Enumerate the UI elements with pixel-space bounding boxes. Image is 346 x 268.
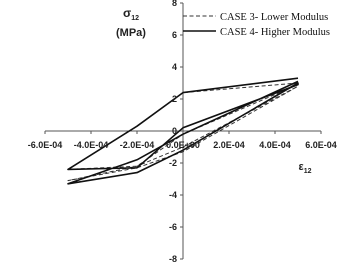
x-tick-label: 2.0E-04 [213,140,245,150]
y-axis-unit: (MPa) [116,27,146,39]
y-tick-label: 8 [171,0,177,8]
x-tick-label: 0.0E+00 [166,140,200,150]
x-tick-label: -4.0E-04 [73,140,109,150]
y-axis-subscript: 12 [131,15,140,22]
y-axis-title [116,6,146,39]
x-tick-label: 4.0E-04 [259,140,291,150]
y-tick-label: -6 [168,222,177,232]
y-axis-symbol: σ [122,6,132,20]
x-axis-title [298,161,311,175]
legend [183,12,330,38]
x-tick-label: -2.0E-04 [119,140,155,150]
y-tick-label: 6 [171,30,177,40]
y-tick-label: -8 [168,254,177,264]
tick-labels [28,0,337,264]
y-tick-label: 2 [171,94,177,104]
legend-label-case3: CASE 3- Lower Modulus [220,12,329,23]
x-tick-label: 6.0E-04 [305,140,337,150]
x-axis-symbol: ε [298,161,304,173]
y-tick-label: -4 [168,190,177,200]
y-tick-label: 0 [171,126,177,136]
x-tick-label: -6.0E-04 [27,140,63,150]
axes [45,3,321,259]
svg-text:ε12 [298,161,311,175]
svg-text:σ12 [123,6,139,22]
legend-label-case4: CASE 4- Higher Modulus [220,27,330,38]
y-tick-label: 4 [171,62,177,72]
y-tick-label: -2 [168,158,177,168]
x-axis-subscript: 12 [303,168,312,175]
